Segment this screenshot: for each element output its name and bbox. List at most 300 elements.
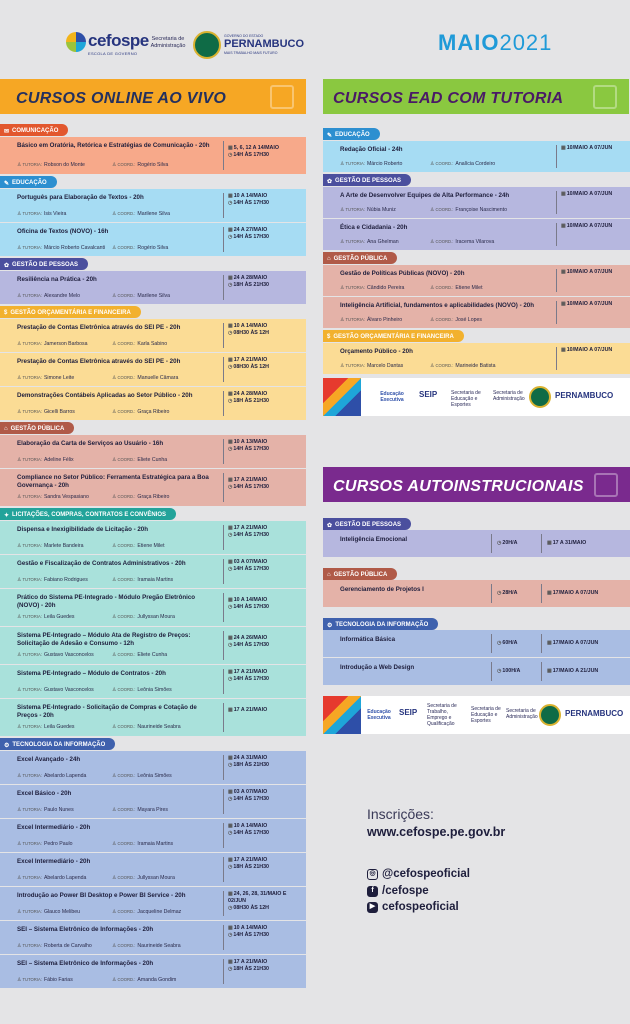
course-coordinator — [112, 457, 167, 463]
time-value: 14H ÀS 17H30 — [233, 484, 270, 490]
row-divider — [223, 703, 224, 732]
category-name: COMUNICAÇÃO — [12, 128, 59, 134]
person-icon: ♙ — [430, 317, 435, 323]
course-coordinator — [112, 724, 181, 730]
building-icon: ⌂ — [327, 572, 331, 578]
coord-label: COORD.: — [117, 807, 136, 812]
row-divider — [223, 669, 224, 694]
course-time — [228, 330, 303, 337]
course-row[interactable] — [0, 353, 306, 386]
person-icon: ♙ — [17, 577, 22, 583]
person-icon: ♙ — [17, 494, 22, 500]
clock-icon: ◷ — [228, 532, 233, 538]
row-divider — [541, 662, 542, 681]
clock-icon: ◷ — [228, 152, 233, 158]
person-icon: ♙ — [430, 161, 435, 167]
clock-icon: ◷ — [228, 932, 233, 938]
banner-decoration-icon — [593, 85, 617, 109]
calendar-icon: ▦ — [228, 477, 233, 483]
course-row[interactable] — [323, 187, 630, 218]
row-divider — [556, 269, 557, 292]
category-header — [0, 738, 115, 750]
tutor-label: TUTORIA: — [345, 239, 365, 244]
course-schedule — [228, 275, 303, 289]
partner-state: PERNAMBUCO — [555, 391, 614, 400]
dates-value: 17 A 21/MAIO — [233, 959, 268, 965]
calendar-icon: ▦ — [228, 707, 233, 713]
registration-url-link[interactable]: www.cefospe.pe.gov.br — [367, 825, 506, 839]
tutor-name: Glauco Melibeu — [43, 909, 80, 915]
pernambuco-seal-icon — [539, 704, 561, 726]
course-dates — [228, 227, 303, 234]
dates-value: 10 A 14/MAIO — [233, 925, 268, 931]
ead-courses-banner — [323, 79, 629, 114]
people-icon: ✿ — [327, 178, 333, 185]
partner-educacao: Educação Executiva — [367, 709, 391, 721]
cefospe-logo — [66, 30, 149, 58]
time-value: 14H ÀS 17H30 — [233, 676, 270, 682]
coordinator-name: Etiene Milet — [455, 285, 483, 291]
tutor-label: TUTORIA: — [22, 341, 42, 346]
calendar-icon: ▦ — [228, 275, 233, 281]
person-icon: ♙ — [112, 341, 117, 347]
clock-icon: ◷ — [228, 830, 233, 836]
course-row[interactable] — [323, 580, 630, 607]
row-divider — [223, 193, 224, 218]
clock-icon: ◷ — [228, 484, 233, 490]
dates-value: 17 A 21/MAIO — [233, 669, 268, 675]
course-coordinator — [112, 875, 175, 881]
course-schedule — [228, 357, 303, 371]
course-schedule — [228, 227, 303, 241]
course-schedule — [228, 193, 303, 207]
course-row[interactable] — [0, 589, 306, 626]
calendar-icon: ▦ — [228, 755, 233, 761]
person-icon: ♙ — [17, 457, 22, 463]
course-row[interactable] — [0, 853, 306, 886]
course-row[interactable] — [0, 785, 306, 818]
coord-label: COORD.: — [117, 977, 136, 982]
course-dates — [228, 857, 303, 864]
calendar-icon: ▦ — [228, 669, 233, 675]
category-name: GESTÃO DE PESSOAS — [335, 522, 402, 528]
person-icon: ♙ — [112, 807, 117, 813]
youtube-link[interactable] — [367, 901, 459, 913]
time-value: 08H30 ÀS 12H — [233, 364, 270, 370]
banner-decoration-icon — [594, 473, 618, 497]
partner-logos-strip — [323, 378, 630, 416]
clock-icon: ◷ — [497, 668, 502, 674]
row-divider — [223, 789, 224, 814]
hours-value: 60H/A — [502, 640, 518, 646]
row-divider — [556, 223, 557, 246]
row-divider — [556, 301, 557, 324]
person-icon: ♙ — [340, 285, 345, 291]
dates-value: 17 A 21/MAIO — [233, 707, 268, 713]
coord-label: COORD.: — [117, 341, 136, 346]
course-tutor — [17, 375, 74, 381]
course-row[interactable] — [323, 219, 630, 250]
course-title: Gestão e Fiscalização de Contratos Administrativos - 20h — [17, 560, 186, 567]
course-tutor — [340, 285, 404, 291]
person-icon: ♙ — [112, 909, 117, 915]
course-time — [228, 676, 303, 683]
category-header — [323, 174, 411, 186]
coordinator-name: Analícia Cordeiro — [455, 161, 496, 167]
tutor-label: TUTORIA: — [22, 211, 42, 216]
calendar-icon: ▦ — [228, 925, 233, 931]
course-row[interactable] — [323, 530, 630, 557]
course-time — [228, 566, 303, 573]
coordinator-name: Rogério Silva — [137, 245, 169, 251]
course-tutor — [17, 977, 73, 983]
tutor-name: Abelardo Lapenda — [43, 875, 87, 881]
tutor-label: TUTORIA: — [22, 577, 42, 582]
tutor-name: Adeline Félix — [43, 457, 74, 463]
course-tutor — [17, 943, 92, 949]
time-value: 14H ÀS 17H30 — [233, 532, 270, 538]
course-title: Básico em Oratória, Retórica e Estratégias de Comunicação - 20h — [17, 142, 210, 149]
book-icon: ✎ — [4, 180, 10, 187]
course-title: Sistema PE-Integrado - Solicitação de Compras e Cotação de Preços - 20h — [17, 704, 197, 719]
time-value: 14H ÀS 17H30 — [233, 152, 270, 158]
coord-label: COORD.: — [117, 841, 136, 846]
tutor-label: TUTORIA: — [22, 841, 42, 846]
tutor-name: Márcio Roberto — [366, 161, 403, 167]
course-title: Excel Intermediário - 20h — [17, 858, 91, 865]
course-dates — [547, 668, 598, 675]
category-header — [323, 618, 438, 630]
course-tutor — [17, 773, 86, 779]
clock-icon: ◷ — [228, 566, 233, 572]
category-name: GESTÃO DE PESSOAS — [335, 178, 402, 184]
course-dates — [561, 269, 627, 276]
dates-value: 5, 6, 12 A 14/MAIO — [233, 145, 279, 151]
course-title: Informática Básica — [340, 636, 396, 643]
person-icon: ♙ — [112, 977, 117, 983]
course-title: Oficina de Textos (NOVO) - 16h — [17, 228, 109, 235]
course-dates — [228, 323, 303, 330]
course-tutor — [340, 363, 403, 369]
person-icon: ♙ — [112, 875, 117, 881]
course-row[interactable] — [0, 955, 306, 988]
course-row[interactable] — [0, 921, 306, 954]
course-coordinator — [112, 977, 176, 983]
calendar-icon: ▦ — [228, 227, 233, 233]
tutor-label: TUTORIA: — [345, 285, 365, 290]
course-row[interactable] — [0, 751, 306, 784]
person-icon: ♙ — [430, 207, 435, 213]
category-header — [323, 252, 397, 264]
person-icon: ♙ — [17, 211, 22, 217]
tutor-label: TUTORIA: — [22, 652, 42, 657]
course-row[interactable] — [0, 819, 306, 852]
course-row[interactable] — [0, 469, 306, 506]
course-dates — [561, 347, 627, 354]
course-row[interactable] — [0, 887, 306, 920]
calendar-icon: ▦ — [547, 590, 552, 596]
course-row[interactable] — [323, 658, 630, 685]
calendar-icon: ▦ — [547, 668, 552, 674]
person-icon: ♙ — [112, 724, 117, 730]
cefospe-logo-subtitle: ESCOLA DE GOVERNO — [88, 51, 138, 56]
course-dates — [547, 640, 598, 647]
course-time — [228, 642, 303, 649]
course-title: Resiliência na Prática - 20h — [17, 276, 97, 283]
person-icon: ♙ — [430, 239, 435, 245]
category-header — [323, 330, 464, 342]
tutor-name: Leila Guedes — [43, 614, 75, 620]
course-row[interactable] — [0, 665, 306, 698]
coord-label: COORD.: — [117, 211, 136, 216]
tutor-label: TUTORIA: — [22, 457, 42, 462]
course-title: Elaboração da Carta de Serviços ao Usuário - 16h — [17, 440, 164, 447]
course-tutor — [17, 245, 105, 251]
course-coordinator — [112, 375, 178, 381]
course-schedule — [228, 669, 303, 683]
course-row[interactable] — [0, 137, 306, 174]
money-icon: $ — [327, 334, 331, 340]
auto-courses-banner — [323, 467, 630, 502]
tutor-name: Núbia Muniz — [366, 207, 396, 213]
coord-label: COORD.: — [435, 317, 454, 322]
course-title: Excel Intermediário - 20h — [17, 824, 91, 831]
course-row[interactable] — [0, 627, 306, 664]
person-icon: ♙ — [17, 245, 22, 251]
dates-value: 10 A 14/MAIO — [233, 323, 268, 329]
course-schedule — [561, 145, 627, 152]
tutor-name: Álvaro Pinheiro — [366, 317, 403, 323]
dates-value: 10/MAIO A 07/JUN — [566, 269, 613, 275]
coordinator-name: Mayara Pires — [137, 807, 168, 813]
coordinator-name: José Lopes — [455, 317, 482, 323]
course-coordinator — [112, 245, 168, 251]
tutor-name: Márcio Roberto Cavalcanti — [43, 245, 106, 251]
course-tutor — [17, 875, 86, 881]
dates-value: 24 A 27/MAIO — [233, 227, 268, 233]
course-title: Orçamento Público - 20h — [340, 348, 413, 355]
course-dates — [561, 191, 627, 198]
course-schedule — [561, 347, 627, 354]
clock-icon: ◷ — [228, 200, 233, 206]
tutor-label: TUTORIA: — [22, 375, 42, 380]
course-row[interactable] — [323, 265, 630, 296]
course-row[interactable] — [0, 699, 306, 736]
coordinator-name: Graça Ribeiro — [137, 494, 170, 500]
course-row[interactable] — [323, 297, 630, 328]
course-schedule — [228, 789, 303, 803]
youtube-handle: cefospeoficial — [382, 901, 459, 913]
course-tutor — [17, 577, 88, 583]
calendar-icon: ▦ — [228, 635, 233, 641]
course-time — [228, 282, 303, 289]
row-divider — [491, 634, 492, 653]
page-header — [0, 0, 630, 78]
person-icon: ♙ — [17, 652, 22, 658]
calendar-icon: ▦ — [228, 857, 233, 863]
coord-label: COORD.: — [117, 543, 136, 548]
course-coordinator — [112, 943, 181, 949]
course-row[interactable] — [0, 521, 306, 554]
course-schedule — [228, 857, 303, 871]
row-divider — [223, 631, 224, 660]
category-header — [323, 518, 411, 530]
course-schedule — [228, 959, 303, 973]
course-title: Excel Básico - 20h — [17, 790, 72, 797]
person-icon: ♙ — [112, 943, 117, 949]
tutor-name: Robson do Monte — [43, 162, 85, 168]
coordinator-name: Leônia Simões — [137, 687, 172, 693]
course-coordinator — [112, 162, 168, 168]
time-value: 14H ÀS 17H30 — [233, 234, 270, 240]
coord-label: COORD.: — [117, 577, 136, 582]
coordinator-name: Jullyssan Moura — [137, 614, 175, 620]
dates-value: 10 A 14/MAIO — [233, 597, 268, 603]
dates-value: 10 A 14/MAIO — [233, 823, 268, 829]
row-divider — [491, 662, 492, 681]
course-time — [228, 398, 303, 405]
person-icon: ♙ — [112, 614, 117, 620]
megaphone-icon: ✉ — [4, 128, 10, 135]
coord-label: COORD.: — [435, 363, 454, 368]
person-icon: ♙ — [112, 543, 117, 549]
partner-sec-trabalho: Secretaria de Trabalho, Emprego e Qualificação — [427, 703, 457, 727]
tutor-name: Fábio Farias — [43, 977, 73, 983]
hours-value: 20H/A — [502, 540, 518, 546]
coordinator-name: Eliete Cunha — [137, 652, 168, 658]
tutor-label: TUTORIA: — [345, 207, 365, 212]
calendar-icon: ▦ — [228, 959, 233, 965]
tutor-name: Sandra Vespasiano — [43, 494, 89, 500]
person-icon: ♙ — [112, 577, 117, 583]
course-coordinator — [112, 494, 169, 500]
course-tutor — [17, 293, 80, 299]
tutor-label: TUTORIA: — [22, 687, 42, 692]
tutor-name: Gustavo Vasconcelos — [43, 652, 94, 658]
coord-label: COORD.: — [117, 614, 136, 619]
course-row[interactable] — [0, 387, 306, 420]
row-divider — [223, 925, 224, 950]
calendar-icon: ▦ — [228, 789, 233, 795]
row-divider — [556, 191, 557, 214]
row-divider — [223, 959, 224, 984]
tutor-label: TUTORIA: — [22, 245, 42, 250]
tutor-name: Jamerson Barbosa — [43, 341, 88, 347]
coordinator-name: Marilene Silva — [137, 211, 170, 217]
course-time — [228, 200, 303, 207]
facebook-handle: /cefospe — [382, 885, 429, 897]
pernambuco-seal-icon — [193, 31, 221, 59]
course-dates — [561, 301, 627, 308]
person-icon: ♙ — [17, 875, 22, 881]
course-row[interactable] — [323, 630, 630, 657]
course-coordinator — [112, 341, 167, 347]
course-row[interactable] — [0, 555, 306, 588]
youtube-icon: ▶ — [367, 902, 378, 913]
dates-value: 17 A 31/MAIO — [552, 540, 587, 546]
course-coordinator — [112, 577, 173, 583]
course-row[interactable] — [0, 223, 306, 256]
people-icon: ✿ — [4, 262, 10, 269]
course-schedule — [228, 635, 303, 649]
clock-icon: ◷ — [497, 590, 502, 596]
clock-icon: ◷ — [497, 640, 502, 646]
person-icon: ♙ — [17, 687, 22, 693]
calendar-icon: ▦ — [228, 559, 233, 565]
course-dates — [228, 597, 303, 604]
course-title: Sistema PE-Integrado – Módulo Ata de Registro de Preços: Solicitação de Adesão e Consumo - 12h — [17, 632, 191, 647]
coordinator-name: Karla Sabino — [137, 341, 168, 347]
course-coordinator — [112, 614, 175, 620]
partner-seip: SEIP — [399, 708, 418, 717]
clock-icon: ◷ — [228, 905, 233, 911]
calendar-icon: ▦ — [228, 145, 233, 151]
category-name: GESTÃO PÚBLICA — [333, 572, 388, 578]
course-title: Introdução ao Power BI Desktop e Power BI Service - 20h — [17, 892, 186, 899]
coord-label: COORD.: — [117, 375, 136, 380]
course-time — [228, 234, 303, 241]
course-row[interactable] — [0, 435, 306, 468]
course-row[interactable] — [0, 319, 306, 352]
row-divider — [223, 275, 224, 300]
course-title: Introdução a Web Design — [340, 664, 415, 671]
coordinator-name: Jullyssan Moura — [137, 875, 175, 881]
person-icon: ♙ — [430, 363, 435, 369]
state-name: PERNAMBUCO — [224, 38, 305, 50]
person-icon: ♙ — [17, 162, 22, 168]
partner-sec-admin: Secretaria de Administração — [493, 390, 525, 402]
course-schedule — [228, 597, 303, 611]
course-title: Dispensa e Inexigibilidade de Licitação - 20h — [17, 526, 149, 533]
course-tutor — [17, 211, 66, 217]
coord-label: COORD.: — [435, 285, 454, 290]
category-header — [0, 306, 141, 318]
tutor-label: TUTORIA: — [22, 162, 42, 167]
course-row[interactable] — [0, 189, 306, 222]
course-coordinator — [430, 285, 483, 291]
facebook-link[interactable] — [367, 885, 429, 897]
course-title: Demonstrações Contábeis Aplicadas ao Setor Público - 20h — [17, 392, 193, 399]
course-coordinator — [112, 652, 167, 658]
category-header — [0, 508, 176, 520]
course-schedule — [228, 323, 303, 337]
coordinator-name: Iracema Vilarova — [455, 239, 495, 245]
tutor-label: TUTORIA: — [22, 724, 42, 729]
row-divider — [223, 357, 224, 382]
chip-icon: ⚙ — [327, 622, 333, 629]
course-coordinator — [112, 211, 170, 217]
clock-icon: ◷ — [497, 540, 502, 546]
month-label: MAIO — [438, 30, 500, 55]
tutor-label: TUTORIA: — [22, 614, 42, 619]
course-tutor — [17, 543, 83, 549]
course-row[interactable] — [0, 271, 306, 304]
coord-label: COORD.: — [117, 293, 136, 298]
coord-label: COORD.: — [117, 409, 136, 414]
course-schedule — [561, 223, 627, 230]
course-row[interactable] — [323, 343, 630, 374]
course-row[interactable] — [323, 141, 630, 172]
course-schedule — [228, 925, 303, 939]
dates-value: 17 A 21/MAIO — [233, 357, 268, 363]
row-divider — [223, 593, 224, 622]
instagram-link[interactable] — [367, 868, 470, 880]
coordinator-name: Amanda Gondim — [137, 977, 177, 983]
clock-icon: ◷ — [228, 398, 233, 404]
coordinator-name: Etiene Milet — [137, 543, 165, 549]
clock-icon: ◷ — [228, 642, 233, 648]
time-value: 14H ÀS 17H30 — [233, 830, 270, 836]
